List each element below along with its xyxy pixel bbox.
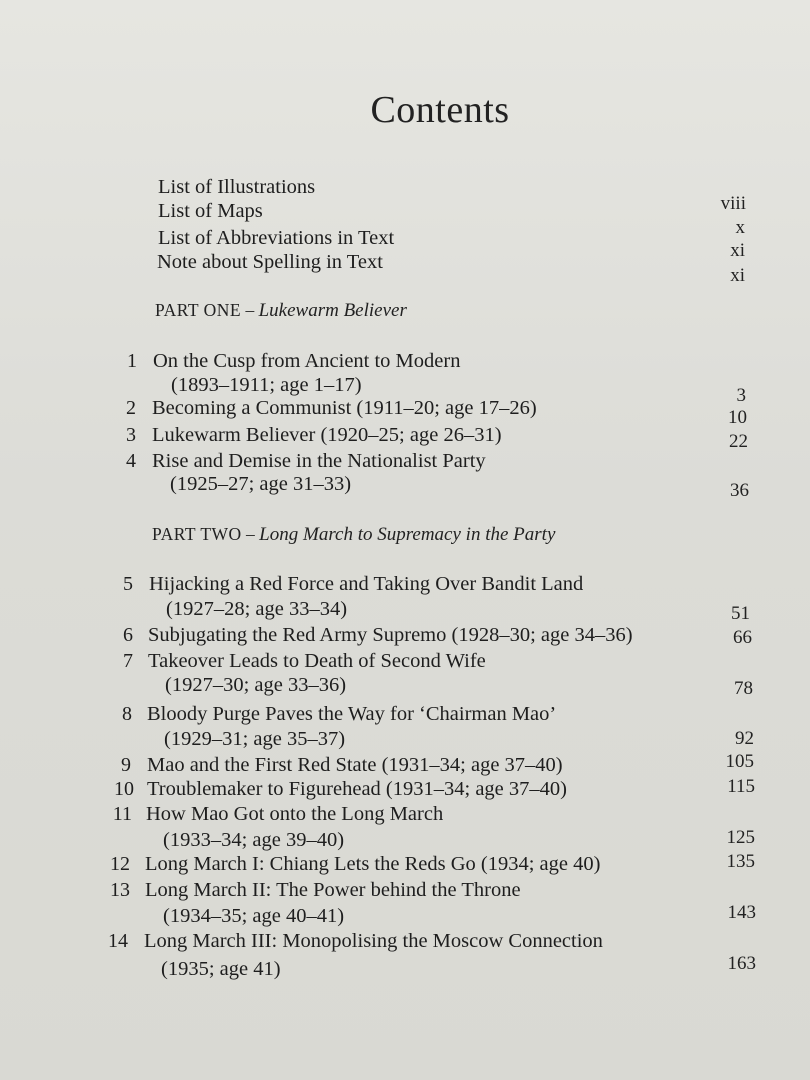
chapter-title: Takeover Leads to Death of Second Wife [148,650,486,672]
chapter-number: 8 [122,703,132,725]
chapter-title: Long March I: Chiang Lets the Reds Go (1934; age 40) [145,853,601,875]
chapter-dates: (1933–34; age 39–40) [163,829,345,851]
chapter-page: 125 [726,827,755,848]
front-matter-label: List of Maps [158,200,263,222]
chapter-number: 7 [123,650,133,672]
chapter-page: 143 [727,902,756,923]
chapter-number: 1 [127,350,137,372]
chapter-title: Becoming a Communist (1911–20; age 17–26) [152,397,537,419]
chapter-number: 9 [121,754,131,776]
chapter-number: 13 [110,879,130,901]
chapter-number: 2 [126,397,136,419]
chapter-title: Bloody Purge Paves the Way for ‘Chairman Mao’ [147,703,557,725]
chapter-number: 3 [126,424,136,446]
chapter-number: 6 [123,624,133,646]
chapter-page: 135 [726,851,755,872]
chapter-dates: (1925–27; age 31–33) [170,473,352,495]
chapter-number: 11 [112,803,132,825]
part-heading [152,524,555,546]
chapter-number: 4 [126,450,136,472]
chapter-dates: (1934–35; age 40–41) [163,905,345,927]
chapter-number: 14 [108,930,128,952]
chapter-page: 105 [725,751,754,772]
chapter-page: 78 [734,678,753,699]
chapter-page: 22 [729,431,748,452]
part-label: PART TWO [152,524,242,544]
chapter-title: Long March II: The Power behind the Throne [145,879,521,901]
front-matter-page: x [735,217,745,238]
chapter-dates: (1893–1911; age 1–17) [171,374,362,396]
chapter-title: Rise and Demise in the Nationalist Party [152,450,486,472]
chapter-dates: (1927–28; age 33–34) [166,598,348,620]
page-title: Contents [370,89,510,131]
part-dash: – [246,524,255,544]
part-label: PART ONE [155,300,242,320]
part-dash: – [245,300,255,320]
chapter-page: 36 [730,480,749,501]
front-matter-label: List of Illustrations [158,176,316,198]
chapter-title: Long March III: Monopolising the Moscow Connection [144,930,603,952]
chapter-page: 92 [735,728,754,749]
chapter-title: Subjugating the Red Army Supremo (1928–30; age 34–36) [148,624,633,646]
chapter-page: 66 [733,627,752,648]
chapter-page: 115 [727,776,755,797]
chapter-page: 10 [728,407,747,428]
chapter-dates: (1935; age 41) [161,958,281,980]
chapter-number: 10 [114,778,134,800]
chapter-page: 51 [731,603,750,624]
chapter-dates: (1929–31; age 35–37) [164,728,346,750]
front-matter-label: List of Abbreviations in Text [158,227,395,249]
chapter-title: Lukewarm Believer (1920–25; age 26–31) [152,424,502,446]
chapter-page: 163 [727,953,756,974]
front-matter-page: viii [720,193,746,214]
chapter-title: Hijacking a Red Force and Taking Over Bandit Land [149,573,584,595]
part-subtitle: Lukewarm Believer [258,300,407,321]
chapter-dates: (1927–30; age 33–36) [165,674,347,696]
front-matter-page: xi [730,265,745,286]
chapter-number: 12 [110,853,130,875]
front-matter-label: Note about Spelling in Text [157,251,383,273]
front-matter-page: xi [730,240,745,261]
chapter-title: On the Cusp from Ancient to Modern [153,350,461,372]
chapter-title: How Mao Got onto the Long March [146,803,444,825]
part-heading [155,300,407,322]
chapter-title: Mao and the First Red State (1931–34; age 37–40) [147,754,563,776]
chapter-title: Troublemaker to Figurehead (1931–34; age 37–40) [147,778,567,800]
part-subtitle: Long March to Supremacy in the Party [259,524,556,545]
chapter-number: 5 [123,573,133,595]
chapter-page: 3 [736,385,746,406]
